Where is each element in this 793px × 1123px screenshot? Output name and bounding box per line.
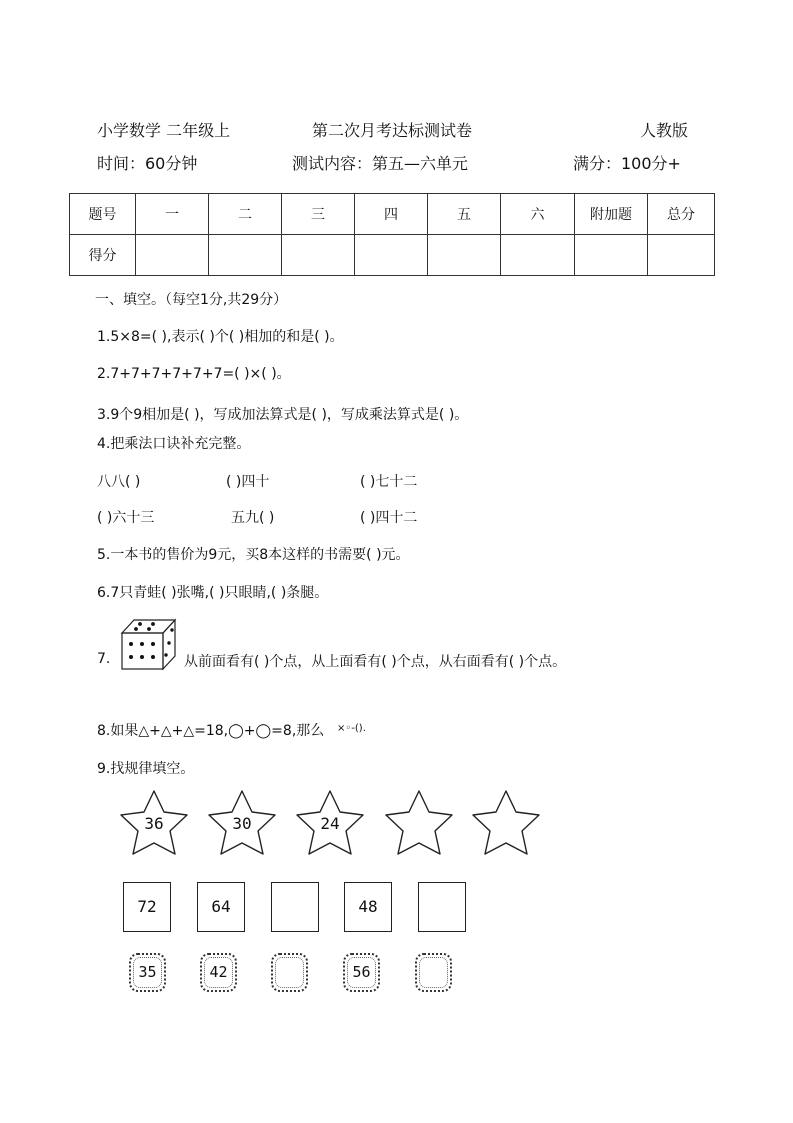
question-7-number: 7. xyxy=(97,651,111,667)
pattern-star xyxy=(207,789,277,857)
score-cell[interactable] xyxy=(501,235,575,276)
question-5: 5.一本书的售价为9元，买8本这样的书需要( )元。 xyxy=(97,547,410,563)
question-1: 1.5×8=( ),表示( )个( )相加的和是( )。 xyxy=(97,329,344,345)
question-4: 4.把乘法口诀补充完整。 xyxy=(97,436,251,452)
question-2: 2.7+7+7+7+7+7=( )×( )。 xyxy=(97,366,291,382)
star-value: 30 xyxy=(232,814,252,833)
pattern-star xyxy=(119,789,189,857)
question-7: 从前面看有( )个点，从上面看有( )个点，从右面看有( )个点。 xyxy=(184,654,567,670)
header-time: 时间：60分钟 xyxy=(97,154,198,173)
table-header-cell: 五 xyxy=(428,194,501,235)
table-header-cell: 总分 xyxy=(648,194,715,235)
table-header-cell: 题号 xyxy=(70,194,136,235)
q4-item: 五九( ) xyxy=(231,510,275,526)
star-value: 36 xyxy=(144,814,164,833)
score-table xyxy=(69,193,715,276)
pattern-square-blank[interactable] xyxy=(418,882,466,932)
score-table-score-row xyxy=(70,235,715,276)
pattern-dotted-box: 56 xyxy=(343,953,380,992)
score-row-label: 得分 xyxy=(70,235,136,276)
table-header-cell: 三 xyxy=(282,194,355,235)
score-table-header-row xyxy=(70,194,715,235)
pattern-dotted-box: 42 xyxy=(200,953,237,992)
header-title: 第二次月考达标测试卷 xyxy=(312,121,473,140)
score-cell[interactable] xyxy=(136,235,209,276)
table-header-cell: 附加题 xyxy=(575,194,648,235)
header-full-score: 满分：100分+ xyxy=(573,154,681,173)
section-title: 一、填空。（每空1分,共29分） xyxy=(95,292,288,308)
pattern-dotted-box: 35 xyxy=(129,953,166,992)
pattern-square: 72 xyxy=(123,882,171,932)
header-subject: 小学数学 二年级上 xyxy=(97,121,231,140)
pattern-square: 64 xyxy=(197,882,245,932)
table-header-cell: 一 xyxy=(136,194,209,235)
q4-item: ( )四十 xyxy=(226,474,270,490)
question-8-tail: ×◦-(). xyxy=(337,723,366,734)
question-9: 9.找规律填空。 xyxy=(97,761,195,777)
q4-item: ( )七十二 xyxy=(360,474,418,490)
pattern-square-blank[interactable] xyxy=(271,882,319,932)
q4-item: ( )四十二 xyxy=(360,510,418,526)
table-header-cell: 六 xyxy=(501,194,575,235)
score-cell[interactable] xyxy=(648,235,715,276)
pattern-dotted-box-blank[interactable] xyxy=(271,953,308,992)
score-cell[interactable] xyxy=(575,235,648,276)
score-cell[interactable] xyxy=(209,235,282,276)
pattern-star xyxy=(295,789,365,857)
score-cell[interactable] xyxy=(355,235,428,276)
star-value: 24 xyxy=(320,814,340,833)
question-3: 3.9个9相加是( )，写成加法算式是( )，写成乘法算式是( )。 xyxy=(97,407,469,423)
q4-item: ( )六十三 xyxy=(97,510,155,526)
table-header-cell: 四 xyxy=(355,194,428,235)
q4-item: 八八( ) xyxy=(97,474,141,490)
header-edition: 人教版 xyxy=(640,121,689,140)
table-header-cell: 二 xyxy=(209,194,282,235)
pattern-star-blank[interactable] xyxy=(471,789,541,857)
question-6: 6.7只青蛙( )张嘴,( )只眼睛,( )条腿。 xyxy=(97,585,329,601)
score-cell[interactable] xyxy=(428,235,501,276)
pattern-dotted-box-blank[interactable] xyxy=(415,953,452,992)
pattern-star-blank[interactable] xyxy=(384,789,454,857)
header-content: 测试内容：第五—六单元 xyxy=(292,154,469,173)
pattern-square: 48 xyxy=(344,882,392,932)
score-cell[interactable] xyxy=(282,235,355,276)
dice-cube-image xyxy=(120,617,178,671)
question-8: 8.如果△+△+△=18,◯+◯=8,那么 xyxy=(97,723,325,739)
